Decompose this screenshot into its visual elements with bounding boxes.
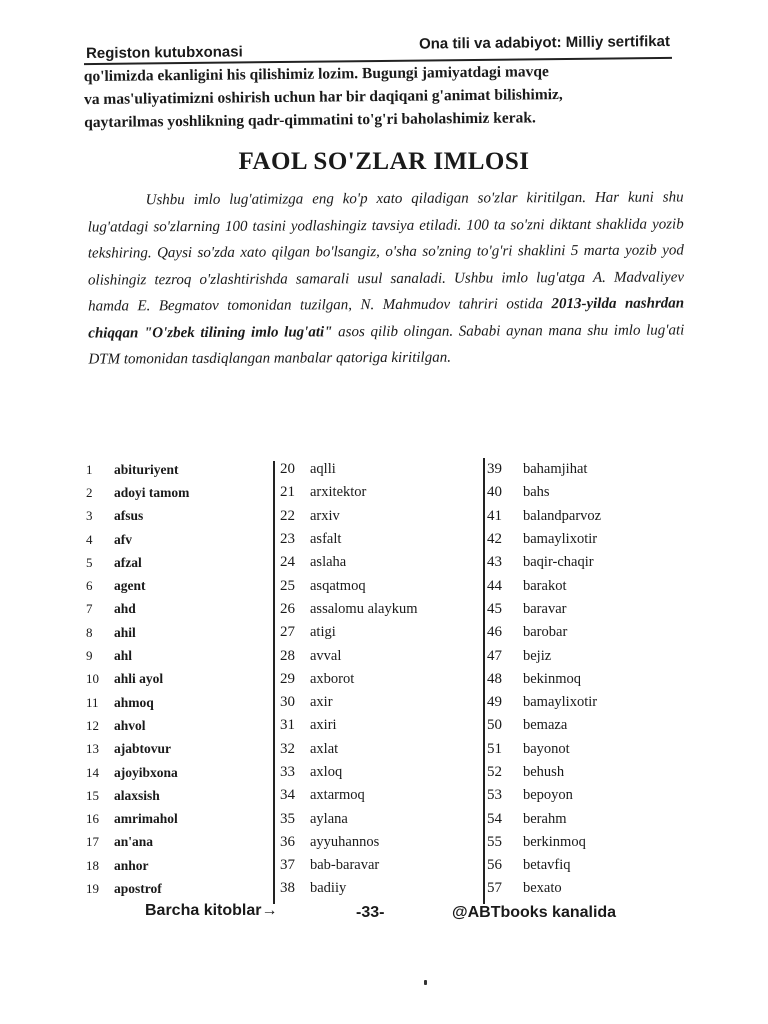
word-number: 24 [280,554,295,571]
word-number: 45 [487,600,502,617]
word-list-item [487,528,677,551]
word-number: 31 [280,717,295,734]
word-list-item [487,598,677,621]
word-number: 35 [280,810,295,827]
word-text: ahd [114,601,136,617]
word-text: barobar [523,624,568,641]
word-number: 13 [86,741,99,757]
word-text: asfalt [310,531,342,548]
word-number: 19 [86,880,99,896]
word-number: 41 [487,507,502,524]
word-list-item [487,481,677,504]
word-list-item [86,761,264,784]
column-divider [273,461,275,904]
description-text-1: Ushbu imlo lug'atimizga eng ko'p xato qiladigan so'zlar kiritilgan. Har kuni shu lug'atdagi so'zlarning 100 tasini yodlashingiz tavsiya etiladi. 100 ta so'zni diktant shaklida yozib tekshiring. Qaysi so'zda xato qilgan bo'lsangiz, o'sha so'zning to'g'ri shaklini 5 marta yozib yod olishingiz tezroq o'zlashtirishda samarali usul sanaladi. Ushbu imlo lug'atga A. Madvaliyev hamda E. Begmatov tomonidan tuzilgan, N. Mahmudov tahriri ostida [87,189,685,315]
word-number: 27 [280,624,295,641]
header-book-title: Ona tili va adabiyot: Milliy sertifikat [418,32,671,53]
word-number: 38 [280,880,295,897]
word-text: adoyi tamom [114,484,190,500]
word-number: 9 [86,648,93,664]
word-text: ahli ayol [114,671,164,687]
word-text: bahs [523,484,550,501]
word-number: 37 [280,857,295,874]
word-list-item [280,854,476,877]
word-text: axir [310,694,333,711]
word-number: 53 [487,787,502,804]
word-number: 1 [86,461,93,477]
word-list-item [280,691,476,714]
word-text: ahl [114,648,133,664]
word-text: aqlli [310,461,336,478]
word-list-item [86,691,264,714]
word-text: bejiz [523,647,552,664]
word-list-item [280,528,476,551]
word-list-item [86,481,264,504]
word-list-item [86,458,264,481]
word-list-item [280,761,476,784]
word-list-item [280,784,476,807]
word-text: baqir-chaqir [523,554,594,571]
word-list-item [86,598,264,621]
word-column-3 [487,458,677,901]
word-text: berahm [523,810,567,827]
word-text: axtarmoq [310,787,365,804]
word-number: 23 [280,531,295,548]
word-number: 5 [86,554,93,570]
section-title: FAOL SO'ZLAR IMLOSI [238,148,530,175]
word-number: 8 [86,624,93,640]
word-number: 20 [280,461,295,478]
word-list-item [280,807,476,830]
word-text: avval [310,647,342,664]
word-number: 47 [487,647,502,664]
word-number: 50 [487,717,502,734]
word-text: betavfiq [523,857,571,874]
word-text: berkinmoq [523,833,586,850]
word-number: 49 [487,694,502,711]
word-list-item [86,784,264,807]
word-text: amrimahol [114,811,178,827]
word-number: 39 [487,461,502,478]
word-number: 6 [86,578,93,594]
word-number: 22 [280,507,295,524]
word-list-item [487,551,677,574]
word-list-item [487,458,677,481]
word-text: bamaylixotir [523,531,598,548]
word-number: 3 [86,508,93,524]
word-list-item [86,551,264,574]
word-text: bemaza [523,717,568,734]
intro-line: va mas'uliyatimizni oshirish uchun har bir daqiqani g'animat bilishimiz, [83,86,563,109]
word-text: behush [523,764,565,780]
word-list-item [86,738,264,761]
word-text: barakot [523,577,567,594]
word-number: 54 [487,810,502,827]
word-number: 51 [487,740,502,757]
word-text: bexato [523,880,562,897]
word-list-item [86,574,264,597]
ink-speck [424,980,427,985]
word-number: 55 [487,833,502,850]
word-number: 34 [280,787,295,804]
word-list-item [86,528,264,551]
word-list-item [86,831,264,854]
word-list-item [86,644,264,667]
word-text: arxiv [310,507,340,524]
word-text: ajabtovur [114,741,171,757]
word-text: axiri [310,717,337,734]
word-number: 33 [280,764,295,780]
word-list-item [487,854,677,877]
word-list-item [487,714,677,737]
intro-paragraph [84,59,671,134]
word-list-item [487,691,677,714]
word-number: 57 [487,880,502,897]
word-list-item [280,877,476,900]
word-text: arxitektor [310,484,367,501]
word-list-item [280,574,476,597]
word-number: 30 [280,694,295,711]
word-text: assalomu alaykum [310,600,418,617]
word-list-item [280,551,476,574]
word-list-item [280,481,476,504]
description-bold-source: 2013-yilda nashrdan chiqqan "O'zbek tilining imlo lug'ati" [88,295,685,342]
word-text: axborot [310,670,355,687]
word-text: bekinmoq [523,670,581,687]
word-text: afv [114,531,132,547]
word-text: aylana [310,810,348,827]
word-list-item [86,854,264,877]
word-list-item [487,505,677,528]
word-number: 56 [487,857,502,874]
page-number: -33- [356,904,385,921]
word-text: anhor [114,857,149,873]
word-text: bamaylixotir [523,694,598,711]
word-text: badiiy [310,880,347,897]
word-number: 12 [86,717,99,733]
word-number: 43 [487,554,502,571]
word-number: 2 [86,484,93,500]
word-list-item [280,668,476,691]
word-text: bab-baravar [310,857,380,874]
word-list-item [86,807,264,830]
word-text: ayyuhannos [310,833,380,850]
page-footer [0,900,768,930]
word-list-item [86,668,264,691]
footer-channel: @ABTbooks kanalida [452,904,617,921]
word-list-item [487,644,677,667]
word-text: ahvol [114,717,146,733]
word-text: ahil [114,624,136,640]
word-number: 4 [86,531,93,547]
word-text: axloq [310,764,343,780]
word-text: an'ana [114,834,154,850]
word-number: 40 [487,484,502,501]
word-number: 10 [86,671,99,687]
word-text: ajoyibxona [114,764,178,780]
word-text: axlat [310,740,339,757]
word-column-2 [280,458,476,901]
word-number: 26 [280,600,295,617]
word-number: 48 [487,670,502,687]
word-list-item [86,505,264,528]
word-number: 42 [487,531,502,548]
word-number: 44 [487,577,502,594]
intro-line: qo'limizda ekanligini his qilishimiz lozim. Bugungi jamiyatdagi mavqe [83,63,549,86]
word-number: 46 [487,624,502,641]
word-text: asqatmoq [310,577,366,594]
word-list-item [487,574,677,597]
word-list-item [487,831,677,854]
word-number: 25 [280,577,295,594]
word-text: balandparvoz [523,507,602,524]
word-number: 21 [280,484,295,501]
word-column-1 [86,458,264,901]
column-divider [483,458,485,904]
word-text: bahamjihat [523,461,588,478]
word-text: ahmoq [114,694,154,710]
word-list-item [86,877,264,900]
word-text: alaxsish [114,787,160,803]
word-list-item [487,621,677,644]
word-text: afzal [114,554,142,570]
word-text: agent [114,578,146,594]
word-text: bayonot [523,740,570,757]
word-list-item [487,738,677,761]
word-list-item [487,807,677,830]
word-list-item [86,621,264,644]
description-text-2: asos qilib olingan. Sababi aynan mana shu imlo lug'ati DTM tomonidan tasdiqlangan manbalar qatoriga kiritilgan. [88,321,685,368]
word-text: atigi [310,624,336,641]
word-list-item [280,598,476,621]
word-list-item [280,458,476,481]
header-library-name: Registon kutubxonasi [85,43,243,63]
word-number: 17 [86,834,99,850]
word-list-item [280,621,476,644]
intro-line: qaytarilmas yoshlikning qadr-qimmatini to'g'ri baholashimiz kerak. [84,109,536,132]
word-list-item [487,761,677,784]
word-number: 11 [86,694,99,710]
word-text: baravar [523,600,567,617]
word-text: abituriyent [114,461,179,477]
word-number: 18 [86,857,99,873]
word-list-item [487,784,677,807]
word-number: 52 [487,764,502,780]
word-list-item [280,831,476,854]
word-list-item [86,714,264,737]
word-number: 28 [280,647,295,664]
word-number: 16 [86,811,99,827]
word-list-item [487,877,677,900]
word-list-item [280,644,476,667]
word-list-item [280,738,476,761]
word-text: afsus [114,508,144,524]
word-number: 32 [280,740,295,757]
word-text: aslaha [310,554,347,571]
word-number: 15 [86,787,99,803]
word-number: 14 [86,764,99,780]
word-text: bepoyon [523,787,573,804]
footer-all-books: Barcha kitoblar→ [145,902,278,919]
word-number: 36 [280,833,295,850]
word-number: 7 [86,601,93,617]
section-description [88,184,685,373]
word-list-item [280,505,476,528]
word-text: apostrof [114,880,162,896]
word-list-item [487,668,677,691]
word-list-item [280,714,476,737]
word-number: 29 [280,670,295,687]
